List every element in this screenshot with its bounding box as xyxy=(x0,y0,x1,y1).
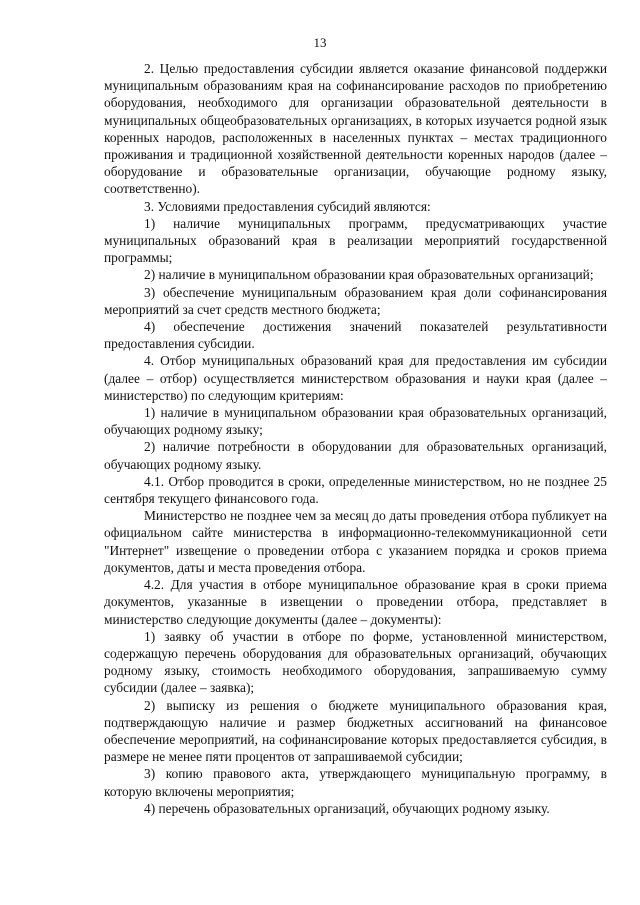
document-body xyxy=(104,60,607,817)
document-item-3: 3) копию правового акта, утверждающего муниципальную программу, в которую включены мероприятия; xyxy=(104,766,607,799)
condition-item-2: 2) наличие в муниципальном образовании края образовательных организаций; xyxy=(144,267,594,283)
criterion-item-2: 2) наличие потребности в оборудовании для образовательных организаций, обучающих родному языку. xyxy=(104,439,607,472)
paragraph-4-2-documents: 4.2. Для участия в отборе муниципальное образование края в сроки приема документов, указанные в извещении о проведении отбора, представляет в министерство следующие документы (далее – документы): xyxy=(104,577,607,627)
paragraph-2-purpose: 2. Целью предоставления субсидии является оказание финансовой поддержки муниципальным образованиям края на софинансирование расходов по приобретению оборудования, необходимого для организации образовательной деятельности в муниципальных общеобразовательных организациях, в которых изучается родной язык коренных народов, расположенных в населенных пунктах – местах традиционного проживания и традиционной хозяйственной деятельности коренных народов (далее – оборудование и образовательные организации, обучающие родному языку, соответственно). xyxy=(104,61,607,197)
paragraph-3-conditions: 3. Условиями предоставления субсидий являются: xyxy=(144,198,431,214)
condition-item-1: 1) наличие муниципальных программ, предусматривающих участие муниципальных образований края в реализации мероприятий государственной программы; xyxy=(104,215,607,266)
document-item-1: 1) заявку об участии в отборе по форме, установленной министерством, содержащую перечень оборудования для образовательных организаций, обучающих родному языку, стоимость необходимого оборудования, запрашиваемую сумму субсидии (далее – заявка); xyxy=(104,628,607,696)
condition-item-3: 3) обеспечение муниципальным образованием края доли софинансирования мероприятий за счет средств местного бюджета; xyxy=(104,284,607,317)
document-item-2: 2) выписку из решения о бюджете муниципального образования края, подтверждающую наличие и размер бюджетных ассигнований на финансовое обеспечение мероприятий, на софинансирование которых предоставляется субсидия, в размере не менее пяти процентов от запрашиваемой субсидии; xyxy=(104,697,607,765)
paragraph-4-selection: 4. Отбор муниципальных образований края для предоставления им субсидии (далее – отбор) осуществляется министерством образования и науки края (далее – министерство) по следующим критериям: xyxy=(104,353,607,403)
paragraph-4-1-deadline: 4.1. Отбор проводится в сроки, определенные министерством, но не позднее 25 сентября текущего финансового года. xyxy=(104,473,607,507)
condition-item-4: 4) обеспечение достижения значений показателей результативности предоставления субсидии. xyxy=(104,319,607,352)
page-number: 13 xyxy=(313,35,327,50)
paragraph-notice: Министерство не позднее чем за месяц до даты проведения отбора публикует на официальном сайте министерства в информационно-телекоммуникационной сети "Интернет" извещение о проведении отбора с указанием порядка и сроков приема документов, даты и места проведения отбора. xyxy=(104,508,607,575)
criterion-item-1: 1) наличие в муниципальном образовании края образовательных организаций, обучающих родному языку; xyxy=(104,405,607,438)
document-item-4: 4) перечень образовательных организаций, обучающих родному языку. xyxy=(144,800,550,816)
